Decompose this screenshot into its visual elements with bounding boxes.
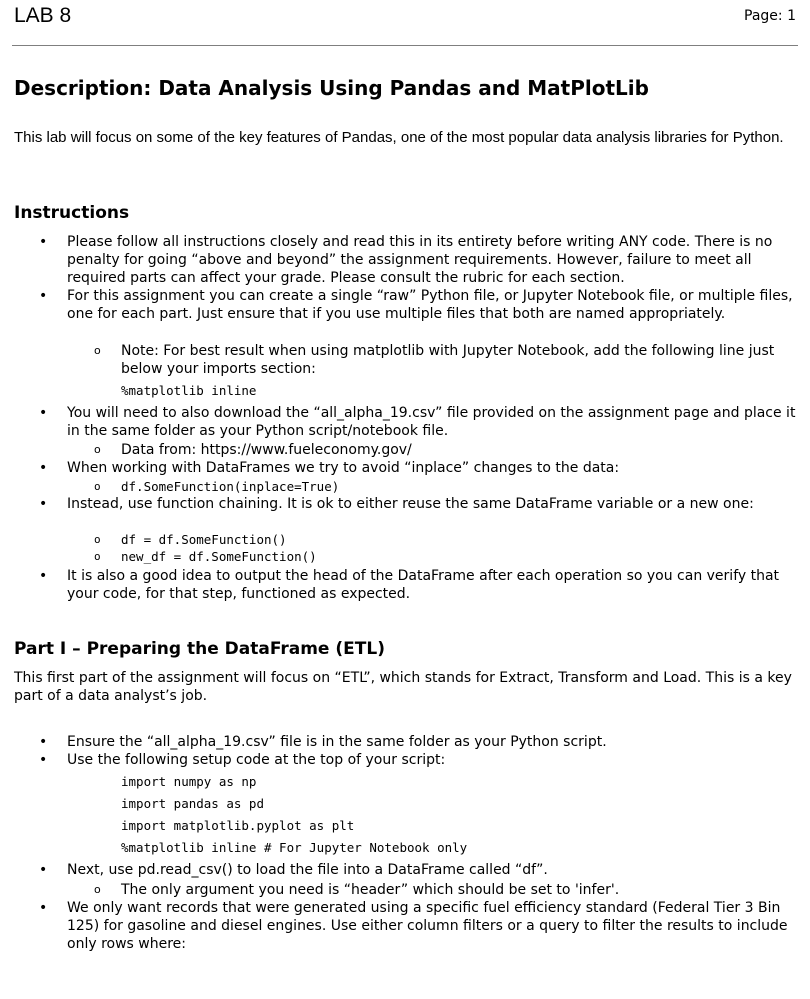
- part1-intro: This first part of the assignment will focus on “ETL”, which stands for Extract, Transform and Load. This is a key part of a data analyst’s job.: [14, 670, 792, 704]
- instruction-item-6: • It is also a good idea to output the head of the DataFrame after each operation so you can verify that your code, for that step, functioned as expected.: [67, 567, 797, 603]
- part1-heading: Part I – Preparing the DataFrame (ETL): [14, 639, 385, 659]
- document-title: Description: Data Analysis Using Pandas and MatPlotLib: [14, 76, 649, 100]
- code-matplotlib-inline: %matplotlib inline: [121, 383, 257, 398]
- instruction-item-3-sub: o Data from: https://www.fueleconomy.gov/: [121, 441, 791, 459]
- page-number: Page: 1: [744, 8, 796, 24]
- part1-item-4: • We only want records that were generated using a specific fuel efficiency standard (Federal Tier 3 Bin 125) for gasoline and diesel engines. Use either column filters or a query to filter the results to include only rows where:: [67, 899, 797, 953]
- lab-title: LAB 8: [14, 4, 72, 27]
- part1-item-1: • Ensure the “all_alpha_19.csv” file is in the same folder as your Python script.: [67, 733, 797, 751]
- code-inplace: o df.SomeFunction(inplace=True): [121, 478, 791, 496]
- code-import-matplotlib: import matplotlib.pyplot as plt: [121, 818, 355, 833]
- page-header: [12, 0, 798, 46]
- part1-item-3-sub: o The only argument you need is “header” which should be set to 'infer'.: [121, 881, 791, 899]
- instruction-item-2: • For this assignment you can create a single “raw” Python file, or Jupyter Notebook file, or multiple files, one for each part. Just ensure that if you use multiple files that both are named appropriately.: [67, 287, 797, 323]
- part1-item-3: • Next, use pd.read_csv() to load the file into a DataFrame called “df”.: [67, 861, 797, 879]
- code-new-df: o new_df = df.SomeFunction(): [121, 548, 791, 566]
- code-import-numpy: import numpy as np: [121, 774, 257, 789]
- code-import-pandas: import pandas as pd: [121, 796, 264, 811]
- instruction-item-4: • When working with DataFrames we try to avoid “inplace” changes to the data:: [67, 459, 797, 477]
- code-matplotlib-inline-2: %matplotlib inline # For Jupyter Notebook only: [121, 840, 468, 855]
- part1-item-2: • Use the following setup code at the top of your script:: [67, 751, 797, 769]
- code-reuse-df: o df = df.SomeFunction(): [121, 531, 791, 549]
- instructions-heading: Instructions: [14, 203, 130, 223]
- instruction-item-3: • You will need to also download the “all_alpha_19.csv” file provided on the assignment page and place it in the same folder as your Python script/notebook file.: [67, 404, 797, 440]
- instruction-item-1: • Please follow all instructions closely and read this in its entirety before writing ANY code. There is no penalty for going “above and beyond” the assignment requirements. However, failure to meet all required parts can affect your grade. Please consult the rubric for each section.: [67, 233, 797, 287]
- instruction-item-5: • Instead, use function chaining. It is ok to either reuse the same DataFrame variable or a new one:: [67, 495, 797, 513]
- intro-paragraph: This lab will focus on some of the key features of Pandas, one of the most popular data analysis libraries for Python.: [14, 129, 784, 146]
- instruction-item-2-sub: o Note: For best result when using matplotlib with Jupyter Notebook, add the following line just below your imports section:: [121, 342, 791, 378]
